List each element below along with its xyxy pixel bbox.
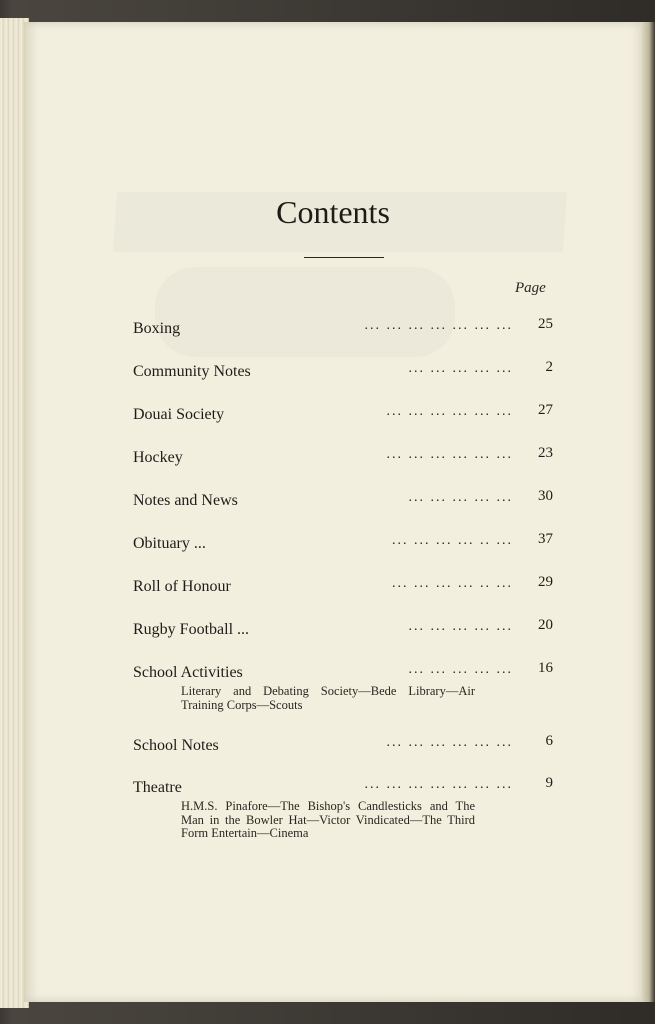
toc-entry-community-notes — [133, 359, 553, 385]
toc-entry-page: 2 — [545, 359, 553, 375]
toc-entry-row — [133, 733, 553, 759]
toc-leader-dots: ... ... ... ... ... ... ... — [364, 777, 513, 792]
toc-entry-row — [133, 359, 553, 385]
toc-entry-label: Douai Society — [133, 406, 225, 423]
toc-entry-douai-society — [133, 402, 553, 428]
toc-entry-obituary — [133, 531, 553, 557]
toc-leader-dots: ... ... ... ... ... — [408, 662, 513, 677]
toc-entry-subtopics: H.M.S. Pinafore—The Bishop's Candlesticks and The Man in the Bowler Hat—Victor Vindicated—The Third Form Entertain—Cinema — [181, 799, 475, 840]
toc-entry-theatre — [133, 775, 553, 841]
toc-leader-dots: ... ... ... ... .. ... — [392, 576, 513, 591]
toc-entry-row — [133, 445, 553, 471]
toc-entry-page: 29 — [538, 574, 553, 590]
toc-entry-label: School Activities — [133, 664, 243, 681]
toc-entry-page: 6 — [545, 733, 553, 749]
toc-leader-dots: ... ... ... ... ... ... — [386, 447, 513, 462]
toc-entry-rugby-football — [133, 617, 553, 643]
toc-entry-row — [133, 531, 553, 557]
toc-leader-dots: ... ... ... ... ... — [408, 619, 513, 634]
toc-entry-roll-of-honour — [133, 574, 553, 600]
toc-entry-row — [133, 316, 553, 342]
cover-edge — [640, 22, 655, 1002]
toc-entry-label: Community Notes — [133, 363, 251, 380]
toc-entry-label: School Notes — [133, 737, 219, 754]
toc-leader-dots: ... ... ... ... ... ... — [386, 404, 513, 419]
page-column-label: Page — [515, 280, 546, 296]
toc-leader-dots: ... ... ... ... ... — [408, 361, 513, 376]
toc-entry-boxing — [133, 316, 553, 342]
toc-entry-school-activities — [133, 660, 553, 712]
toc-entry-label: Obituary ... — [133, 535, 206, 552]
toc-entry-hockey — [133, 445, 553, 471]
toc-entry-notes-and-news — [133, 488, 553, 514]
contents-page — [24, 22, 641, 1002]
toc-entry-page: 16 — [538, 660, 553, 676]
toc-entry-subtopics: Literary and Debating Society—Bede Library—Air Training Corps—Scouts — [181, 684, 475, 712]
toc-entry-row — [133, 402, 553, 428]
toc-entry-label: Notes and News — [133, 492, 238, 509]
toc-entry-page: 23 — [538, 445, 553, 461]
toc-leader-dots: ... ... ... ... .. ... — [392, 533, 513, 548]
toc-entry-school-notes — [133, 733, 553, 759]
toc-entry-page: 20 — [538, 617, 553, 633]
toc-entry-page: 27 — [538, 402, 553, 418]
toc-entry-label: Roll of Honour — [133, 578, 231, 595]
toc-entry-label: Theatre — [133, 779, 182, 796]
toc-entry-row — [133, 488, 553, 514]
page-title: Contents — [276, 194, 390, 230]
toc-leader-dots: ... ... ... ... ... — [408, 490, 513, 505]
toc-entry-label: Boxing — [133, 320, 181, 337]
toc-entry-page: 9 — [545, 775, 553, 791]
toc-entry-row — [133, 617, 553, 643]
title-rule — [304, 257, 384, 258]
toc-entry-label: Hockey — [133, 449, 183, 466]
toc-entry-label: Rugby Football ... — [133, 621, 250, 638]
toc-entry-row — [133, 574, 553, 600]
show-through-shadow — [155, 267, 455, 357]
toc-leader-dots: ... ... ... ... ... ... — [386, 735, 513, 750]
toc-entry-page: 37 — [538, 531, 553, 547]
toc-leader-dots: ... ... ... ... ... ... ... — [364, 318, 513, 333]
toc-entry-page: 25 — [538, 316, 553, 332]
toc-entry-row — [133, 775, 553, 801]
toc-entry-page: 30 — [538, 488, 553, 504]
toc-entry-row — [133, 660, 553, 686]
